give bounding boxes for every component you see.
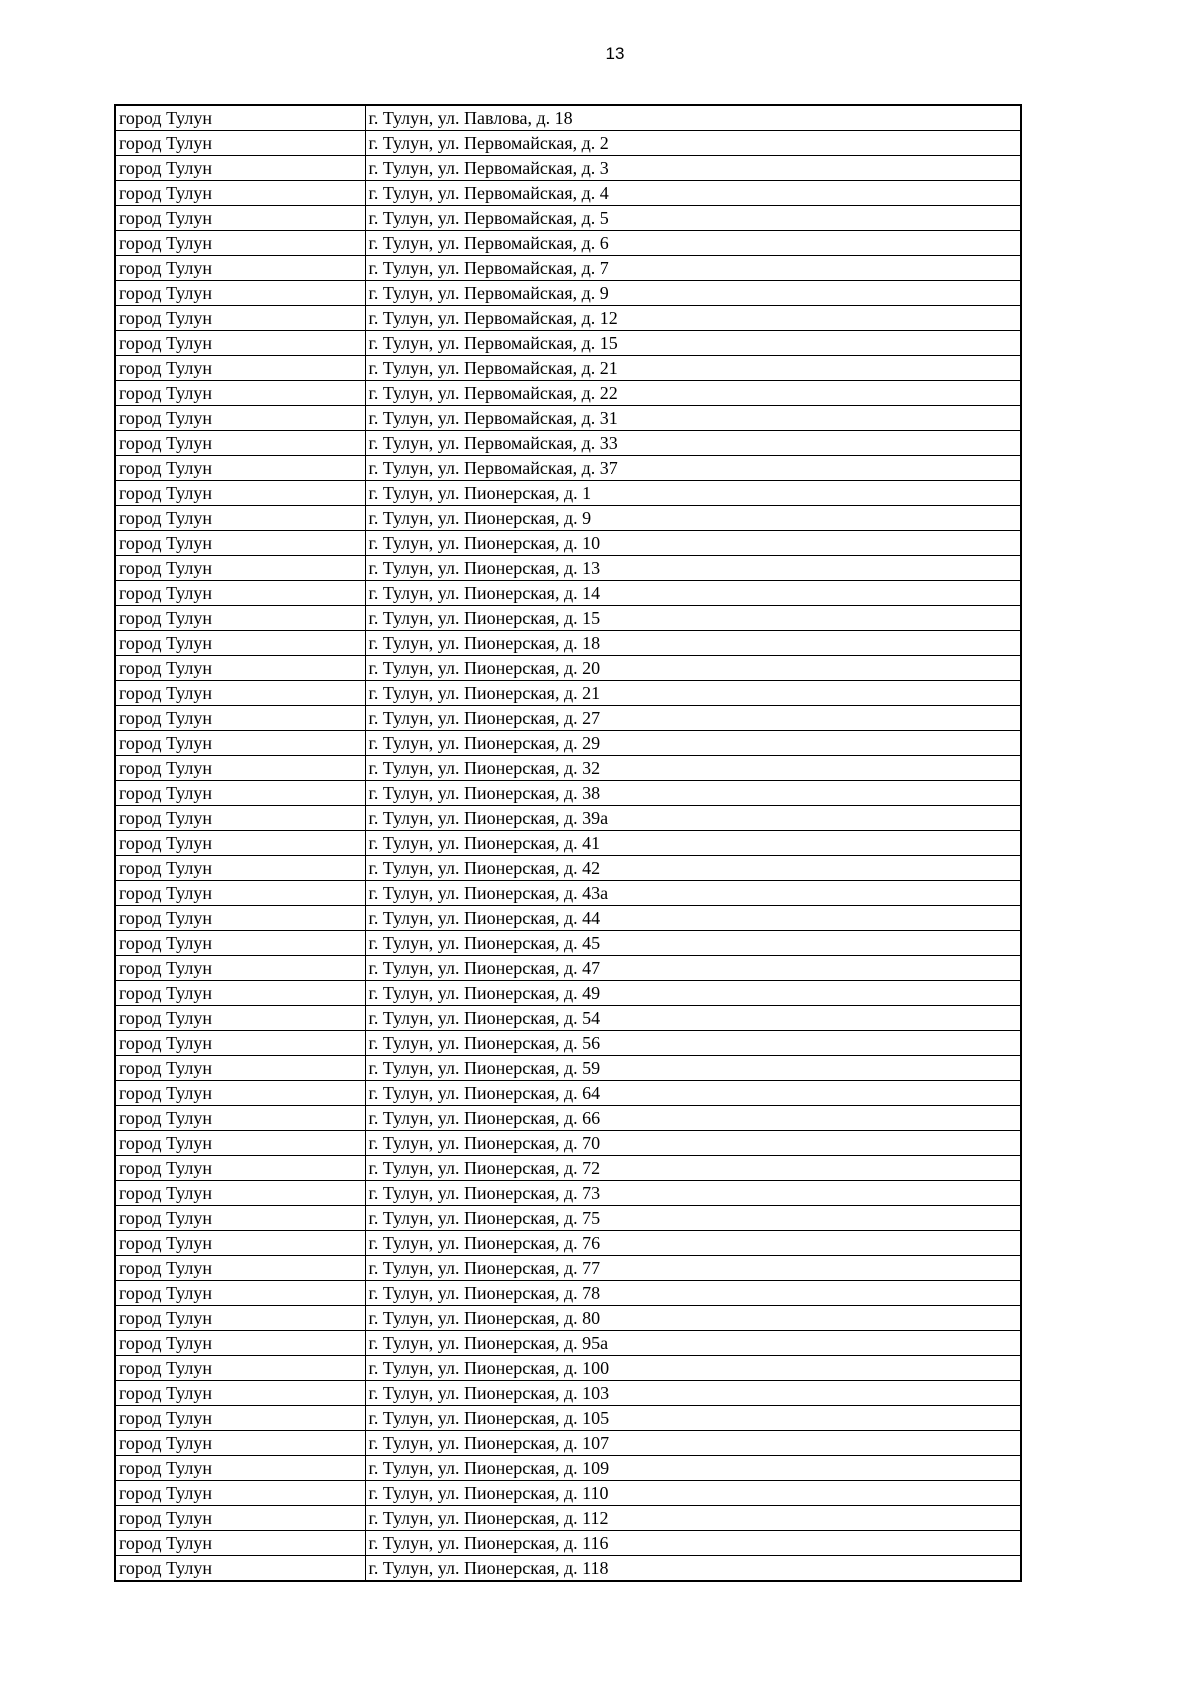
table-row (115, 831, 1021, 856)
address-cell: г. Тулун, ул. Пионерская, д. 109 (365, 1456, 1021, 1481)
address-cell: г. Тулун, ул. Первомайская, д. 37 (365, 456, 1021, 481)
locality-cell: город Тулун (115, 456, 365, 481)
locality-cell: город Тулун (115, 1356, 365, 1381)
table-row (115, 1106, 1021, 1131)
table-row (115, 1056, 1021, 1081)
address-cell: г. Тулун, ул. Пионерская, д. 66 (365, 1106, 1021, 1131)
address-cell: г. Тулун, ул. Пионерская, д. 43а (365, 881, 1021, 906)
table-row (115, 756, 1021, 781)
address-cell: г. Тулун, ул. Пионерская, д. 42 (365, 856, 1021, 881)
table-row (115, 1281, 1021, 1306)
table-row (115, 1006, 1021, 1031)
locality-cell: город Тулун (115, 1556, 365, 1582)
address-cell: г. Тулун, ул. Пионерская, д. 21 (365, 681, 1021, 706)
address-cell: г. Тулун, ул. Пионерская, д. 39а (365, 806, 1021, 831)
address-cell: г. Тулун, ул. Пионерская, д. 49 (365, 981, 1021, 1006)
table-row (115, 681, 1021, 706)
table-row (115, 156, 1021, 181)
address-cell: г. Тулун, ул. Первомайская, д. 5 (365, 206, 1021, 231)
locality-cell: город Тулун (115, 656, 365, 681)
address-cell: г. Тулун, ул. Первомайская, д. 12 (365, 306, 1021, 331)
table-row (115, 1081, 1021, 1106)
address-cell: г. Тулун, ул. Пионерская, д. 14 (365, 581, 1021, 606)
locality-cell: город Тулун (115, 281, 365, 306)
address-cell: г. Тулун, ул. Пионерская, д. 116 (365, 1531, 1021, 1556)
table-row (115, 581, 1021, 606)
locality-cell: город Тулун (115, 231, 365, 256)
locality-cell: город Тулун (115, 1281, 365, 1306)
locality-cell: город Тулун (115, 1031, 365, 1056)
table-row (115, 1156, 1021, 1181)
table-row (115, 206, 1021, 231)
table-row (115, 931, 1021, 956)
table-row (115, 1381, 1021, 1406)
locality-cell: город Тулун (115, 156, 365, 181)
locality-cell: город Тулун (115, 256, 365, 281)
address-cell: г. Тулун, ул. Пионерская, д. 20 (365, 656, 1021, 681)
address-cell: г. Тулун, ул. Первомайская, д. 3 (365, 156, 1021, 181)
address-cell: г. Тулун, ул. Первомайская, д. 22 (365, 381, 1021, 406)
address-cell: г. Тулун, ул. Пионерская, д. 27 (365, 706, 1021, 731)
address-cell: г. Тулун, ул. Пионерская, д. 70 (365, 1131, 1021, 1156)
locality-cell: город Тулун (115, 1406, 365, 1431)
address-cell: г. Тулун, ул. Пионерская, д. 77 (365, 1256, 1021, 1281)
address-cell: г. Тулун, ул. Пионерская, д. 76 (365, 1231, 1021, 1256)
address-cell: г. Тулун, ул. Первомайская, д. 4 (365, 181, 1021, 206)
locality-cell: город Тулун (115, 806, 365, 831)
locality-cell: город Тулун (115, 1256, 365, 1281)
address-cell: г. Тулун, ул. Первомайская, д. 9 (365, 281, 1021, 306)
table-row (115, 256, 1021, 281)
locality-cell: город Тулун (115, 906, 365, 931)
address-cell: г. Тулун, ул. Первомайская, д. 21 (365, 356, 1021, 381)
address-cell: г. Тулун, ул. Пионерская, д. 110 (365, 1481, 1021, 1506)
table-row (115, 105, 1021, 131)
table-row (115, 956, 1021, 981)
locality-cell: город Тулун (115, 506, 365, 531)
table-row (115, 1331, 1021, 1356)
locality-cell: город Тулун (115, 431, 365, 456)
locality-cell: город Тулун (115, 831, 365, 856)
table-row (115, 906, 1021, 931)
table-row (115, 331, 1021, 356)
address-table (114, 104, 1022, 1582)
address-cell: г. Тулун, ул. Первомайская, д. 15 (365, 331, 1021, 356)
table-row (115, 1356, 1021, 1381)
locality-cell: город Тулун (115, 1156, 365, 1181)
locality-cell: город Тулун (115, 1181, 365, 1206)
address-cell: г. Тулун, ул. Пионерская, д. 45 (365, 931, 1021, 956)
address-cell: г. Тулун, ул. Пионерская, д. 13 (365, 556, 1021, 581)
table-row (115, 1031, 1021, 1056)
table-row (115, 1556, 1021, 1582)
page-number: 13 (605, 44, 625, 63)
table-row (115, 506, 1021, 531)
locality-cell: город Тулун (115, 856, 365, 881)
address-cell: г. Тулун, ул. Пионерская, д. 103 (365, 1381, 1021, 1406)
table-row (115, 856, 1021, 881)
table-row (115, 631, 1021, 656)
address-cell: г. Тулун, ул. Пионерская, д. 29 (365, 731, 1021, 756)
table-row (115, 806, 1021, 831)
table-row (115, 1406, 1021, 1431)
address-cell: г. Тулун, ул. Первомайская, д. 7 (365, 256, 1021, 281)
table-row (115, 706, 1021, 731)
table-row (115, 781, 1021, 806)
locality-cell: город Тулун (115, 481, 365, 506)
locality-cell: город Тулун (115, 306, 365, 331)
table-row (115, 381, 1021, 406)
address-cell: г. Тулун, ул. Пионерская, д. 10 (365, 531, 1021, 556)
table-row (115, 1481, 1021, 1506)
table-row (115, 131, 1021, 156)
table-row (115, 1431, 1021, 1456)
locality-cell: город Тулун (115, 1456, 365, 1481)
locality-cell: город Тулун (115, 131, 365, 156)
table-row (115, 1531, 1021, 1556)
table-row (115, 281, 1021, 306)
table-row (115, 1206, 1021, 1231)
address-cell: г. Тулун, ул. Пионерская, д. 54 (365, 1006, 1021, 1031)
locality-cell: город Тулун (115, 981, 365, 1006)
table-row (115, 1306, 1021, 1331)
address-cell: г. Тулун, ул. Пионерская, д. 18 (365, 631, 1021, 656)
table-row (115, 1256, 1021, 1281)
table-row (115, 881, 1021, 906)
table-row (115, 356, 1021, 381)
address-cell: г. Тулун, ул. Пионерская, д. 112 (365, 1506, 1021, 1531)
locality-cell: город Тулун (115, 756, 365, 781)
locality-cell: город Тулун (115, 731, 365, 756)
table-row (115, 1506, 1021, 1531)
table-row (115, 556, 1021, 581)
locality-cell: город Тулун (115, 1431, 365, 1456)
locality-cell: город Тулун (115, 1481, 365, 1506)
table-row (115, 181, 1021, 206)
address-cell: г. Тулун, ул. Пионерская, д. 41 (365, 831, 1021, 856)
table-row (115, 1231, 1021, 1256)
locality-cell: город Тулун (115, 181, 365, 206)
table-row (115, 731, 1021, 756)
address-cell: г. Тулун, ул. Пионерская, д. 56 (365, 1031, 1021, 1056)
locality-cell: город Тулун (115, 381, 365, 406)
address-cell: г. Тулун, ул. Пионерская, д. 44 (365, 906, 1021, 931)
table-row (115, 531, 1021, 556)
table-row (115, 1131, 1021, 1156)
table-row (115, 431, 1021, 456)
locality-cell: город Тулун (115, 1006, 365, 1031)
address-cell: г. Тулун, ул. Пионерская, д. 95а (365, 1331, 1021, 1356)
locality-cell: город Тулун (115, 606, 365, 631)
locality-cell: город Тулун (115, 206, 365, 231)
locality-cell: город Тулун (115, 1106, 365, 1131)
address-cell: г. Тулун, ул. Пионерская, д. 80 (365, 1306, 1021, 1331)
locality-cell: город Тулун (115, 1131, 365, 1156)
address-cell: г. Тулун, ул. Первомайская, д. 2 (365, 131, 1021, 156)
locality-cell: город Тулун (115, 581, 365, 606)
locality-cell: город Тулун (115, 1056, 365, 1081)
address-cell: г. Тулун, ул. Пионерская, д. 107 (365, 1431, 1021, 1456)
address-cell: г. Тулун, ул. Пионерская, д. 32 (365, 756, 1021, 781)
locality-cell: город Тулун (115, 1081, 365, 1106)
address-cell: г. Тулун, ул. Первомайская, д. 31 (365, 406, 1021, 431)
table-row (115, 981, 1021, 1006)
table-row (115, 306, 1021, 331)
address-cell: г. Тулун, ул. Пионерская, д. 100 (365, 1356, 1021, 1381)
address-table-body (115, 105, 1021, 1581)
locality-cell: город Тулун (115, 1206, 365, 1231)
locality-cell: город Тулун (115, 105, 365, 131)
locality-cell: город Тулун (115, 881, 365, 906)
locality-cell: город Тулун (115, 681, 365, 706)
locality-cell: город Тулун (115, 1506, 365, 1531)
locality-cell: город Тулун (115, 406, 365, 431)
address-cell: г. Тулун, ул. Пионерская, д. 118 (365, 1556, 1021, 1582)
locality-cell: город Тулун (115, 1331, 365, 1356)
table-row (115, 231, 1021, 256)
table-row (115, 481, 1021, 506)
table-row (115, 1181, 1021, 1206)
address-cell: г. Тулун, ул. Пионерская, д. 72 (365, 1156, 1021, 1181)
address-cell: г. Тулун, ул. Пионерская, д. 59 (365, 1056, 1021, 1081)
locality-cell: город Тулун (115, 931, 365, 956)
locality-cell: город Тулун (115, 1306, 365, 1331)
address-cell: г. Тулун, ул. Пионерская, д. 75 (365, 1206, 1021, 1231)
locality-cell: город Тулун (115, 631, 365, 656)
table-row (115, 1456, 1021, 1481)
locality-cell: город Тулун (115, 1531, 365, 1556)
locality-cell: город Тулун (115, 1381, 365, 1406)
address-cell: г. Тулун, ул. Пионерская, д. 38 (365, 781, 1021, 806)
address-cell: г. Тулун, ул. Пионерская, д. 105 (365, 1406, 1021, 1431)
locality-cell: город Тулун (115, 781, 365, 806)
table-row (115, 606, 1021, 631)
address-cell: г. Тулун, ул. Пионерская, д. 64 (365, 1081, 1021, 1106)
table-row (115, 656, 1021, 681)
locality-cell: город Тулун (115, 956, 365, 981)
table-row (115, 456, 1021, 481)
address-cell: г. Тулун, ул. Пионерская, д. 15 (365, 606, 1021, 631)
address-cell: г. Тулун, ул. Первомайская, д. 33 (365, 431, 1021, 456)
locality-cell: город Тулун (115, 356, 365, 381)
locality-cell: город Тулун (115, 556, 365, 581)
table-row (115, 406, 1021, 431)
locality-cell: город Тулун (115, 331, 365, 356)
address-cell: г. Тулун, ул. Пионерская, д. 73 (365, 1181, 1021, 1206)
address-cell: г. Тулун, ул. Павлова, д. 18 (365, 105, 1021, 131)
address-cell: г. Тулун, ул. Пионерская, д. 78 (365, 1281, 1021, 1306)
address-cell: г. Тулун, ул. Пионерская, д. 1 (365, 481, 1021, 506)
locality-cell: город Тулун (115, 706, 365, 731)
locality-cell: город Тулун (115, 1231, 365, 1256)
address-cell: г. Тулун, ул. Пионерская, д. 47 (365, 956, 1021, 981)
address-cell: г. Тулун, ул. Первомайская, д. 6 (365, 231, 1021, 256)
address-cell: г. Тулун, ул. Пионерская, д. 9 (365, 506, 1021, 531)
locality-cell: город Тулун (115, 531, 365, 556)
